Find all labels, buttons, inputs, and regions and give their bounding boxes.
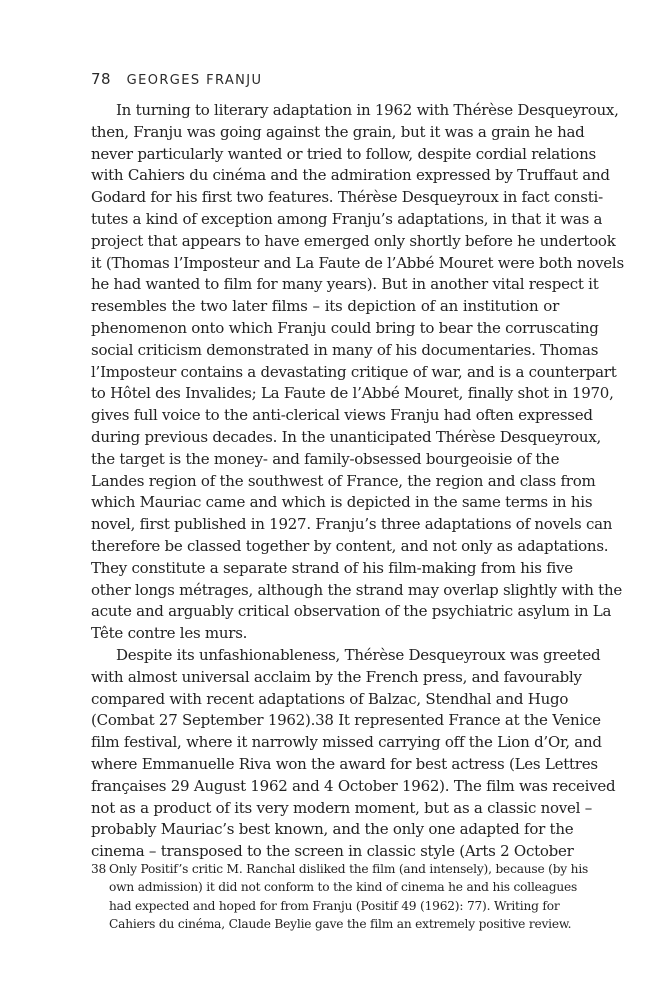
text-line: françaises 29 August 1962 and 4 October 1962). The film was received (91, 776, 616, 795)
text-line: with almost universal acclaim by the French press, and favourably (91, 667, 582, 686)
text-line: phenomenon onto which Franju could bring to bear the corruscating (91, 318, 599, 337)
text-line: project that appears to have emerged only shortly before he undertook (91, 231, 616, 250)
running-title: GEORGES FRANJU (126, 73, 263, 88)
page-number: 78 (91, 70, 112, 88)
text-line: to Hôtel des Invalides; La Faute de l’Abbé Mouret, finally shot in 1970, (91, 384, 614, 403)
footnote-line: Cahiers du cinéma, Claude Beylie gave the film an extremely positive review. (109, 917, 572, 932)
text-line: other longs métrages, although the strand may overlap slightly with the (91, 580, 623, 599)
footnote-line: had expected and hoped for from Franju (Positif 49 (1962): 77). Writing for (109, 898, 560, 913)
text-line: not as a product of its very modern moment, but as a classic novel – (91, 798, 592, 817)
text-line: where Emmanuelle Riva won the award for best actress (Les Lettres (91, 754, 598, 773)
text-line: then, Franju was going against the grain, but it was a grain he had (91, 122, 585, 141)
text-line: it (Thomas l’Imposteur and La Faute de l’Abbé Mouret were both novels (91, 253, 624, 272)
text-line: probably Mauriac’s best known, and the only one adapted for the (91, 820, 574, 839)
text-line: Despite its unfashionableness, Thérèse Desqueyroux was greeted (116, 645, 601, 664)
text-line: Tête contre les murs. (91, 624, 248, 643)
text-line: They constitute a separate strand of his film-making from his five (91, 558, 573, 577)
text-line: cinema – transposed to the screen in classic style (Arts 2 October (91, 842, 574, 861)
text-line: gives full voice to the anti-clerical views Franju had often expressed (91, 406, 593, 425)
footnote-number: 38 (91, 862, 107, 876)
running-head (91, 70, 262, 88)
text-line: social criticism demonstrated in many of his documentaries. Thomas (91, 340, 599, 359)
text-line: novel, first published in 1927. Franju’s three adaptations of novels can (91, 515, 613, 534)
text-line: Godard for his first two features. Thérèse Desqueyroux in fact consti- (91, 188, 603, 207)
text-line: resembles the two later films – its depiction of an institution or (91, 297, 559, 316)
text-line: the target is the money- and family-obsessed bourgeoisie of the (91, 449, 560, 468)
text-line: tutes a kind of exception among Franju’s adaptations, in that it was a (91, 209, 603, 228)
footnote-line (91, 860, 589, 878)
text-line: compared with recent adaptations of Balzac, Stendhal and Hugo (91, 689, 569, 708)
text-line: which Mauriac came and which is depicted in the same terms in his (91, 493, 593, 512)
text-line: he had wanted to film for many years). But in another vital respect it (91, 275, 599, 294)
text-line: Landes region of the southwest of France, the region and class from (91, 471, 596, 490)
text-line: with Cahiers du cinéma and the admiration expressed by Truffaut and (91, 166, 610, 185)
text-line: during previous decades. In the unanticipated Thérèse Desqueyroux, (91, 427, 602, 446)
text-line: In turning to literary adaptation in 1962 with Thérèse Desqueyroux, (116, 101, 619, 119)
text-line: never particularly wanted or tried to follow, despite cordial relations (91, 144, 596, 163)
text-line: film festival, where it narrowly missed carrying off the Lion d’Or, and (91, 733, 602, 752)
text-line: l’Imposteur contains a devastating critique of war, and is a counterpart (91, 362, 617, 381)
footnote-text: Only Positif’s critic M. Ranchal disliked the film (and intensely), because (by his (109, 862, 589, 876)
text-line: therefore be classed together by content, and not only as adaptations. (91, 536, 609, 555)
text-line: (Combat 27 September 1962).38 It represented France at the Venice (91, 711, 601, 730)
footnotes (91, 860, 589, 934)
footnote-line: own admission) it did not conform to the kind of cinema he and his colleagues (109, 880, 578, 895)
text-line: acute and arguably critical observation of the psychiatric asylum in La (91, 602, 612, 621)
body-text (91, 100, 624, 863)
